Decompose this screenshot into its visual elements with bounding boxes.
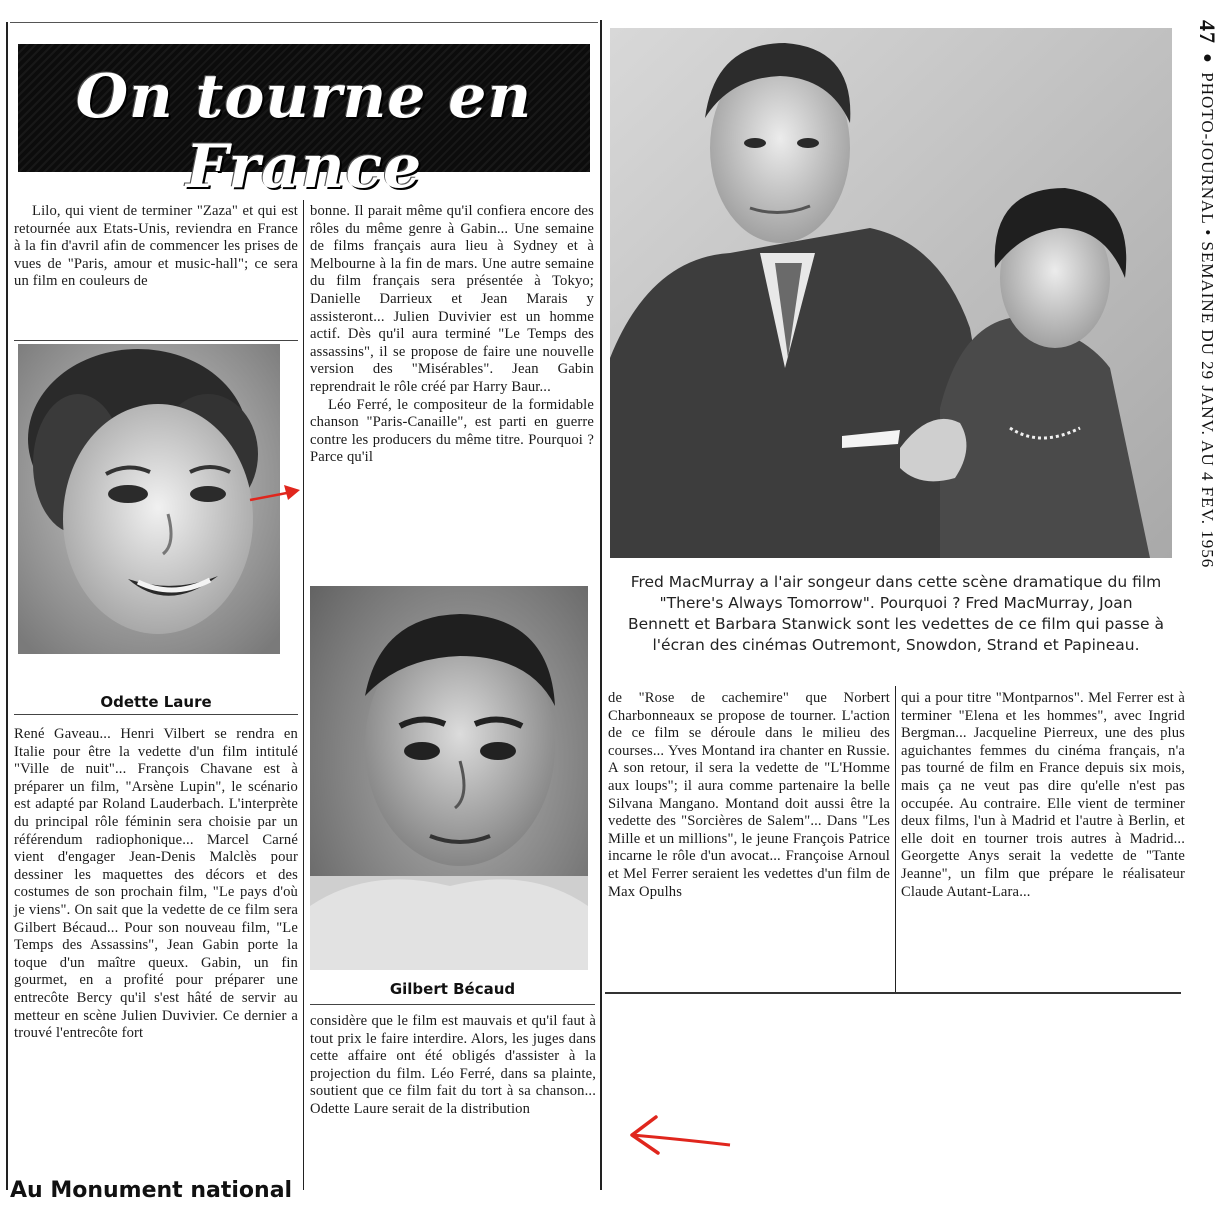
next-article-headline-text: Au Monument national (10, 1178, 293, 1203)
left-border-rule (6, 22, 8, 1190)
article-paragraph: de "Rose de cachemire" que Norbert Charbonneaux se propose de tourner. L'action de ce film se déroule dans le milieu des courses... Yves Montand ira chanter en Russie. A son retour, il sera la vedette de "L'Homme aux loups"; il aura comme partenaire la belle Silvana Mangano. Montand doit aussi être la vedette des "Sorcières de Salem"... Dans "Les Mille et un millions", le jeune François Patrice incarne le rôle d'un avocat... Françoise Arnoul et Mel Ferrer seraient les vedettes d'un film de Max Opulhs (608, 690, 890, 900)
column-rule-1 (303, 200, 304, 1190)
article-paragraph: Léo Ferré, le compositeur de la formidable chanson "Paris-Canaille", est parti en guerre contre les producers du même titre. Pourquoi ? Parce qu'il (310, 396, 594, 466)
photo-odette-laure (18, 344, 280, 654)
annotation-arrow-large-icon (618, 1105, 734, 1165)
bottom-rule-right (605, 992, 1181, 994)
article-paragraph: qui a pour titre "Montparnos". Mel Ferrer est à terminer "Elena et les hommes", avec Ingrid Bergman... Jacqueline Pierreux, une des plus aguichantes femmes du cinéma français, n'a pas tourné de film en France depuis six mois, mais ça ne veut pas dire qu'elle n'est pas occupée. Au contraire. Elle vient de terminer deux films, l'un à Madrid et l'autre à Berlin, et elle doit en tourner trois autres à Madrid... Georgette Anys serait la vedette de "Tante Jeanne", un film que prépare le réalisateur Claude Autant-Lara... (901, 690, 1185, 900)
article-column-2-top (310, 203, 594, 573)
portrait-odette-laure (18, 344, 280, 654)
caption-gilbert-becaud: Gilbert Bécaud (389, 980, 516, 998)
becaud-caption-rule (310, 1004, 595, 1005)
article-paragraph: bonne. Il parait même qu'il confiera encore des rôles du même genre à Gabin... Une semaine de films français aura lieu à Sydney et à Melbourne à la fin de mars. Une autre semaine du film français sera présentée à Tokyo; Danielle Darrieux et Jean Marais y assisteront... Julien Duvivier est un homme actif. Dès qu'il aura terminé "Le Temps des assassins", il se propose de faire une nouvelle version des "Misérables". Jean Gabin reprendrait le rôle créé par Harry Baur... (310, 203, 594, 395)
next-article-headline (10, 1176, 600, 1203)
article-column-3-bottom (608, 690, 890, 990)
side-header (1180, 20, 1220, 700)
caption-main-photo: Fred MacMurray a l'air songeur dans cette scène dramatique du film "There's Always Tomorrow". Pourquoi ? Fred MacMurray, Joan Bennett et Barbara Stanwick sont les vedettes de ce film qui passe à l'écran des cinémas Outremont, Snowdon, Strand et Papineau. (628, 573, 1164, 654)
article-column-1-top (14, 203, 298, 327)
column-rule-3 (895, 686, 896, 992)
article-column-4-bottom (901, 690, 1185, 990)
photo-divider-rule (14, 340, 298, 341)
photo-fred-macmurray (610, 28, 1172, 558)
page-number: 47 (1195, 20, 1220, 44)
scene-there-s-always-tomorrow (610, 28, 1172, 558)
article-column-1-bottom (14, 726, 298, 1174)
article-paragraph: considère que le film est mauvais et qu'il faut à tout prix le faire interdire. Alors, les juges dans cette affaire ont été obligés d'assister à la projection du film. Léo Ferré, dans sa plainte, soutient que ce film fait du tort à sa chanson... Odette Laure serait de la distribution (310, 1013, 596, 1117)
banner-title: On tourne en France (75, 62, 533, 202)
article-column-2-bottom (310, 1013, 596, 1175)
annotation-arrow-small-icon (248, 480, 304, 510)
publication-line: PHOTO-JOURNAL • SEMAINE DU 29 JANV. AU 4 FEV. 1956 (1198, 72, 1217, 569)
photo-gilbert-becaud (310, 586, 588, 970)
bullet-icon: ● (1199, 49, 1216, 73)
article-paragraph: René Gaveau... Henri Vilbert se rendra en Italie pour être la vedette d'un film intitulé "Ville de nuit"... François Chavane est à préparer un film, "Arsène Lupin", le scénario est adapté par Roland Lauderbach. L'interprète du principal rôle féminin sera choisie par un référendum radiophonique... Marcel Carné vient d'engager Jean-Denis Malclès pour dessiner les maquettes des décors et des costumes de son prochain film, "Le pays d'où je viens". On sait que la vedette de ce film sera Gilbert Bécaud... Pour son nouveau film, "Le Temps des Assassins", Jean Gabin porte la toque d'un maître queux. Gabin, un fin gourmet, en a profité pour préparer une entrecôte Bercy qu'il s'est hâté de servir au metteur en scène Julien Duvivier. Ce dernier a trouvé l'entrecôte fort (14, 726, 298, 1042)
portrait-gilbert-becaud (310, 586, 588, 970)
title-banner (18, 44, 590, 202)
article-paragraph: Lilo, qui vient de terminer "Zaza" et qui est retournée aux Etats-Unis, reviendra en France à la fin d'avril afin de commencer les prises de vues de "Paris, amour et music-hall"; ce sera un film en couleurs de (14, 203, 298, 290)
caption-odette-laure: Odette Laure (100, 693, 212, 711)
column-rule-2 (600, 20, 602, 1190)
caption-divider-rule (14, 714, 298, 715)
top-rule (10, 22, 598, 23)
